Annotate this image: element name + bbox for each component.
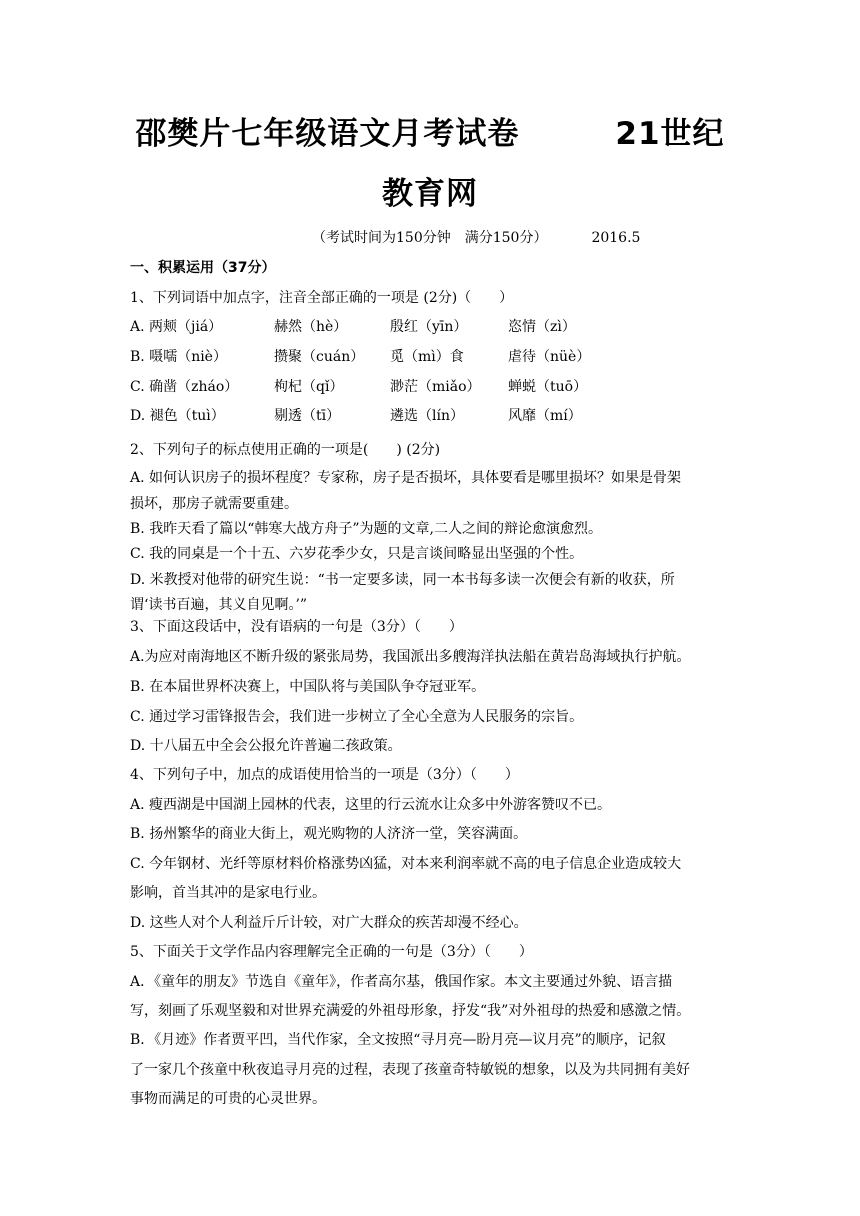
q2-option-c: C. 我的同桌是一个十五、六岁花季少女，只是言谈间略显出坚强的个性。 [130, 546, 584, 562]
section-heading: 一、积累运用（37分） [130, 260, 276, 276]
q1-option-c-4: 蝉蜕（tuō） [508, 379, 588, 395]
question-3-stem: 3、下面这段话中，没有语病的一句是（3分）（ ） [130, 619, 463, 635]
q1-option-c-3: 渺茫（miǎo） [390, 379, 481, 395]
q1-option-a-1: A. 两颊（jiá） [130, 319, 223, 335]
q2-option-b: B. 我昨天看了篇以“韩寒大战方舟子”为题的文章,二人之间的辩论愈演愈烈。 [130, 521, 602, 537]
q1-option-d-3: 遴选（lín） [390, 408, 464, 424]
q1-option-d-4: 风靡（mí） [508, 408, 582, 424]
q3-option-b: B. 在本届世界杯决赛上，中国队将与美国队争夺冠亚军。 [130, 679, 486, 695]
exam-title [0, 108, 860, 153]
q4-option-a: A. 瘦西湖是中国湖上园林的代表，这里的行云流水让众多中外游客赞叹不已。 [130, 797, 612, 813]
q4-option-c-line1: C. 今年钢材、光纤等原材料价格涨势凶猛，对本来利润率就不高的电子信息企业造成较大 [130, 856, 682, 872]
question-4-stem: 4、下列句子中，加点的成语使用恰当的一项是（3分）（ ） [130, 767, 519, 783]
q1-option-a-4: 恣情（zì） [508, 319, 576, 335]
exam-info [312, 228, 640, 248]
q3-option-a: A.为应对南海地区不断升级的紧张局势，我国派出多艘海洋执法船在黄岩岛海域执行护航。 [130, 649, 691, 665]
q2-option-d-line2: 谓‘读书百遍，其义自见啊。’” [130, 597, 308, 613]
q1-option-a-2: 赫然（hè） [274, 319, 348, 335]
watermark-21cnjy: 21世纪 [615, 116, 725, 152]
q1-option-c-2: 枸杞（qǐ） [274, 379, 344, 395]
question-5-stem: 5、下面关于文学作品内容理解完全正确的一句是（3分）（ ） [130, 944, 533, 960]
q4-option-d: D. 这些人对个人利益斤斤计较，对广大群众的疾苦却漫不经心。 [130, 915, 528, 931]
q1-option-d-1: D. 褪色（tuì） [130, 408, 225, 424]
q1-option-b-4: 虐待（nüè） [508, 349, 591, 365]
q1-option-b-3: 觅（mì）食 [390, 349, 464, 365]
q4-option-c-line2: 影响，首当其冲的是家电行业。 [130, 885, 326, 901]
q1-option-d-2: 剔透（tī） [274, 408, 341, 424]
q4-option-b: B. 扬州繁华的商业大街上，观光购物的人济济一堂，笑容满面。 [130, 826, 528, 842]
q5-option-b-line2: 了一家几个孩童中秋夜追寻月亮的过程，表现了孩童奇特敏锐的想象，以及为共同拥有美好 [130, 1062, 690, 1078]
exam-title-main: 邵樊片七年级语文月考试卷 [135, 116, 520, 152]
q3-option-c: C. 通过学习雷锋报告会，我们进一步树立了全心全意为人民服务的宗旨。 [130, 709, 584, 725]
q1-option-a-3: 殷红（yīn） [390, 319, 468, 335]
q1-option-b-2: 攒聚（cuán） [274, 349, 365, 365]
question-1-stem: 1、下列词语中加点字，注音全部正确的一项是 (2分)（ ） [130, 290, 514, 306]
q2-option-a-line1: A. 如何认识房子的损坏程度？专家称，房子是否损坏，具体要看是哪里损坏？如果是骨架 [130, 470, 682, 486]
q1-option-c-1: C. 确凿（zháo） [130, 379, 239, 395]
q2-option-d-line1: D. 米教授对他带的研究生说：“书一定要多读，同一本书每多读一次便会有新的收获，所 [130, 572, 675, 588]
q5-option-b-line1: B．《月迹》作者贾平凹，当代作家，全文按照“寻月亮—盼月亮—议月亮”的顺序，记叙 [130, 1032, 666, 1048]
q2-option-a-line2: 损坏，那房子就需要重建。 [130, 496, 298, 512]
q5-option-b-line3: 事物而满足的可贵的心灵世界。 [130, 1091, 326, 1107]
exam-title-line2: 教育网 [382, 176, 478, 212]
exam-duration-score: （考试时间为150分钟 满分150分） [312, 230, 548, 246]
exam-date: 2016.5 [591, 230, 641, 246]
q1-option-b-1: B. 嗫嚅（niè） [130, 349, 227, 365]
q5-option-a-line1: A．《童年的朋友》节选自《童年》，作者高尔基，俄国作家。本文主要通过外貌、语言描 [130, 974, 673, 990]
q5-option-a-line2: 写，刻画了乐观坚毅和对世界充满爱的外祖母形象，抒发“我”对外祖母的热爱和感激之情。 [130, 1003, 691, 1019]
question-2-stem: 2、下列句子的标点使用正确的一项是( ) (2分) [130, 442, 441, 458]
q3-option-d: D. 十八届五中全会公报允许普遍二孩政策。 [130, 738, 402, 754]
